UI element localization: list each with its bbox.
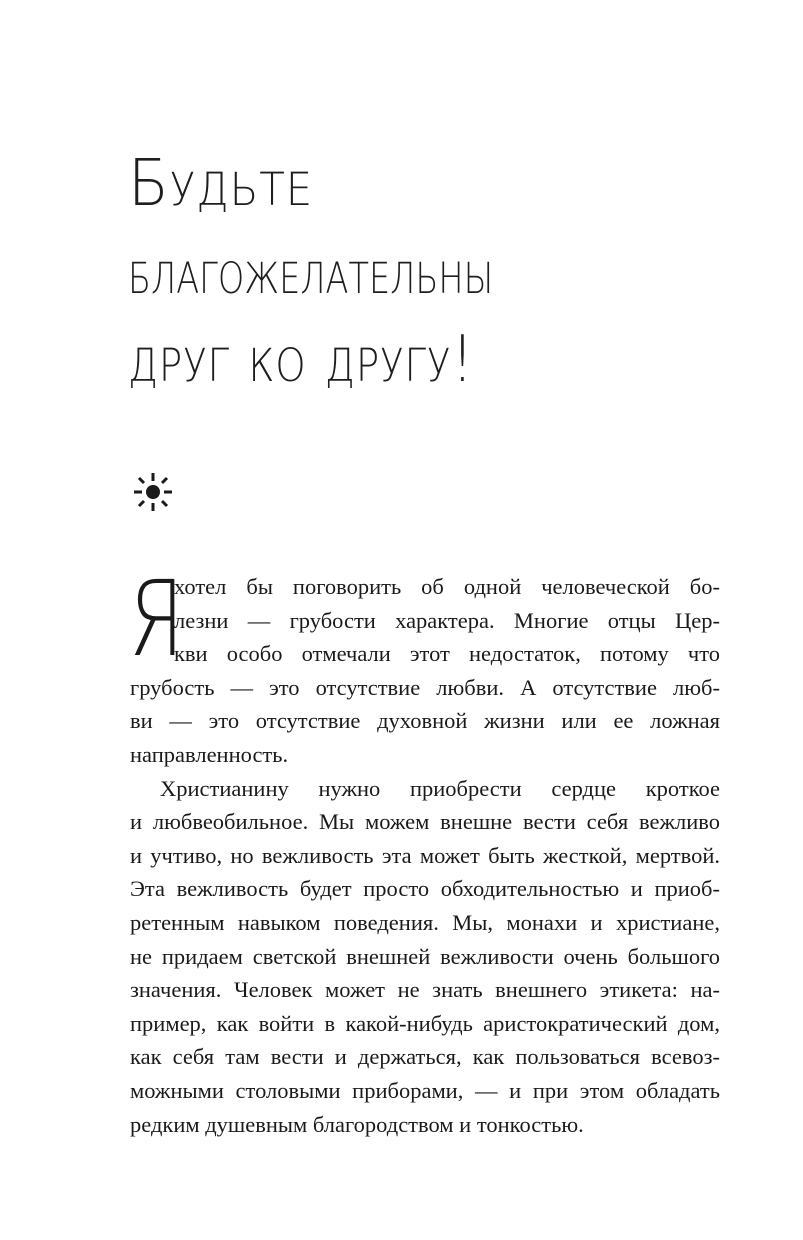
body-text (128, 558, 720, 1141)
chapter-title (128, 140, 728, 404)
text-line: ви — это отсутствие духовной жизни или ее ложная (130, 708, 720, 734)
sun-icon (133, 472, 173, 512)
text-line: направленность. (130, 741, 289, 767)
drop-cap: Я (128, 558, 185, 680)
text-line: Эта вежливость будет просто обходительностью и приоб- (130, 876, 720, 902)
text-line: и учтиво, но вежливость эта может быть жесткой, мертвой. (130, 842, 720, 868)
text-line: пример, как войти в какой-нибудь аристократический дом, (130, 1010, 720, 1036)
text-line: ретенным навыком поведения. Мы, монахи и христиане, (130, 909, 720, 935)
text-line: грубость — это отсутствие любви. А отсутствие люб- (130, 674, 720, 700)
text-line: как себя там вести и держаться, как пользоваться всевоз- (130, 1044, 720, 1070)
title-line-1: Будьте (128, 147, 314, 221)
text-line: можными столовыми приборами, — и при этом обладать (130, 1077, 720, 1103)
title-line-3: друг ко другу! (128, 323, 475, 397)
title-line-2: благожелательны (128, 235, 494, 308)
text-line: редким душевным благородством и тонкостью. (130, 1111, 584, 1137)
text-line: и любвеобильное. Мы можем внешне вести себя вежливо (130, 809, 720, 835)
text-line: лезни — грубости характера. Многие отцы Цер- (174, 607, 720, 633)
paragraph-2 (130, 772, 720, 1142)
text-line: не придаем светской внешней вежливости очень большого (130, 943, 720, 969)
text-line: хотел бы поговорить об одной человеческой бо- (174, 574, 720, 599)
text-line: кви особо отмечали этот недостаток, потому что (174, 641, 720, 667)
text-line: Христианину нужно приобрести сердце кроткое (160, 775, 720, 801)
text-line: значения. Человек может не знать внешнего этикета: на- (130, 977, 720, 1003)
paragraph-1 (128, 558, 720, 772)
